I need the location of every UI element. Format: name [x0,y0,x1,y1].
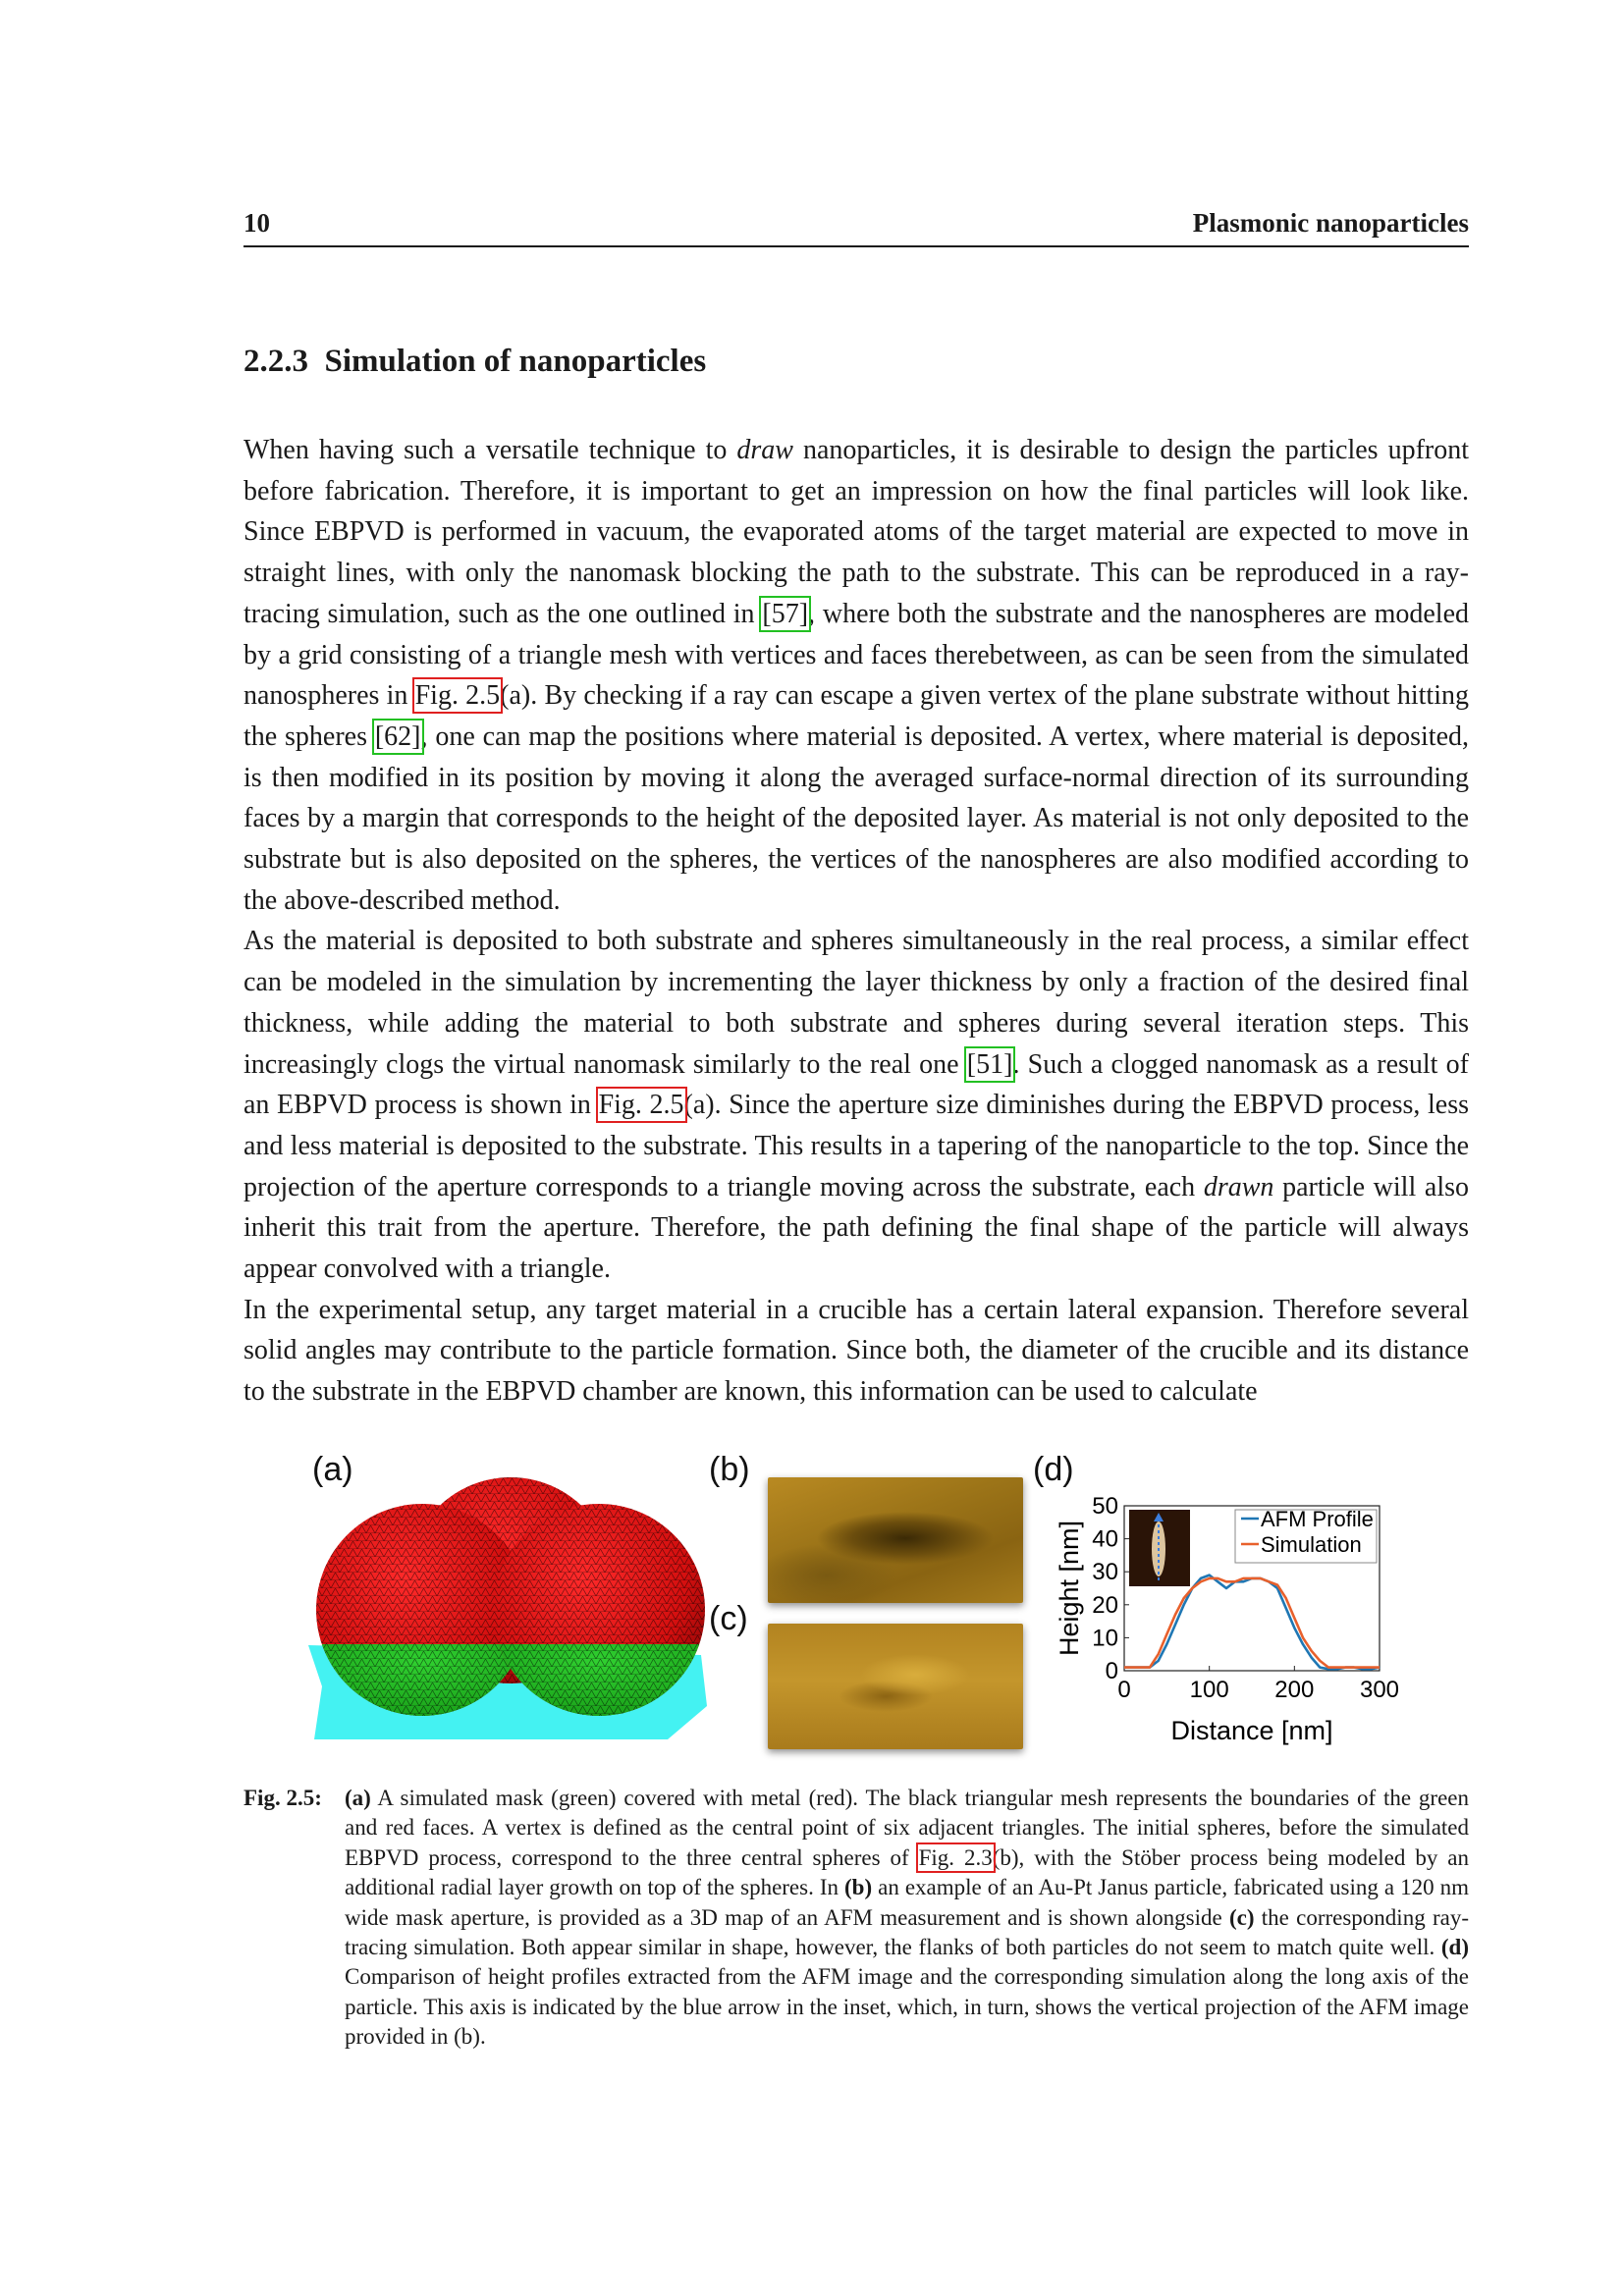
citation-link[interactable]: [57] [762,598,809,629]
paragraph: In the experimental setup, any target material in a crucible has a certain lateral expansion. Therefore several solid angles may contribute to the particle formation. Since both, the diameter of the crucible and its distance to the substrate in the EBPVD chamber are known, this information can be used to calculate [244,1294,1469,1408]
series-line [1124,1575,1380,1670]
x-tick-label: 200 [1274,1677,1315,1703]
y-tick-label: 10 [1092,1625,1118,1652]
legend-items [1241,1507,1374,1557]
section-heading [244,344,706,380]
figure-caption [244,1784,1469,2053]
y-tick-label: 20 [1092,1591,1118,1619]
legend-label: Simulation [1261,1532,1362,1557]
citation-link[interactable]: [51] [966,1048,1013,1080]
panel-label-a: (a) [312,1451,353,1488]
running-header [244,208,1469,247]
paragraph: As the material is deposited to both substrate and spheres simultaneously in the real process, a similar effect can be modeled in the simulation by incrementing the layer thickness by only a fraction of the desired final thickness, while adding the material to both substrate and spheres during several iteration steps. This increasingly clogs the virtual nanomask similarly to the real one [51]. Such a clogged nanomask as a result of an EBPVD process is shown in Fig. 2.5(a). Since the aperture size diminishes during the EBPVD process, less and less material is deposited to the substrate. This results in a tapering of the nanoparticle to the top. Since the projection of the aperture corresponds to a triangle moving across the substrate, each drawn particle will also inherit this trait from the aperture. Therefore, the path defining the final shape of the particle will always appear convolved with a triangle. [244,926,1469,1285]
y-tick-label: 50 [1092,1493,1118,1520]
y-tick-label: 40 [1092,1525,1118,1553]
simulation-3d-map-image [768,1624,1023,1749]
caption-body: (a) A simulated mask (green) covered with metal (red). The black triangular mesh represents the boundaries of the green and red faces. A vertex is defined as the central point of six adjacent triangles. The initial spheres, before the simulated EBPVD process, correspond to the three central spheres of Fig. 2.3(b), with the Stöber process being modeled by an additional radial layer growth on top of the spheres. In (b) an example of an Au-Pt Janus particle, fabricated using a 120 nm wide mask aperture, is provided as a 3D map of an AFM measurement and is shown alongside (c) the corresponding ray-tracing simulation. Both appear similar in shape, however, the flanks of both particles do not seem to match quite well. (d) Comparison of height profiles extracted from the AFM image and the corresponding simulation along the long axis of the particle. This axis is indicated by the blue arrow in the inset, which, in turn, shows the vertical projection of the AFM image provided in (b). [345,1786,1469,2050]
x-tick-label: 300 [1359,1677,1400,1703]
chapter-title: Plasmonic nanoparticles [1192,208,1469,238]
section-title: Simulation of nanoparticles [324,344,707,379]
y-axis-ticks [1092,1493,1129,1684]
afm-3d-map-image [768,1477,1023,1603]
x-axis-ticks [1117,1666,1399,1703]
emphasis: draw [736,435,793,465]
figure-link[interactable]: Fig. 2.5 [414,680,501,712]
x-tick-label: 0 [1117,1677,1131,1703]
panel-label-b: (b) [709,1451,750,1488]
x-tick-label: 100 [1189,1677,1229,1703]
y-tick-label: 0 [1105,1658,1118,1684]
body-text [244,430,1469,1413]
height-profile-chart [1051,1482,1404,1747]
page-number: 10 [244,208,270,238]
citation-link[interactable]: [62] [374,721,421,752]
figure-link[interactable]: Fig. 2.3 [918,1844,993,1870]
y-tick-label: 30 [1092,1559,1118,1586]
x-axis-label: Distance [nm] [1170,1716,1333,1745]
y-axis-label: Height [nm] [1055,1520,1084,1657]
series-lines [1124,1575,1380,1670]
figure-link[interactable]: Fig. 2.5 [598,1090,684,1121]
emphasis: drawn [1203,1171,1274,1202]
legend-label: AFM Profile [1261,1507,1374,1531]
paragraph: When having such a versatile technique to draw nanoparticles, it is desirable to design the particles upfront before fabrication. Therefore, it is important to get an impression on how the final particles will look like. Since EBPVD is performed in vacuum, the evaporated atoms of the target material are expected to move in straight lines, with only the nanomask blocking the path to the substrate. This can be reproduced in a ray-tracing simulation, such as the one outlined in [57], where both the substrate and the nanospheres are modeled by a grid consisting of a triangle mesh with vertices and faces therebetween, as can be seen from the simulated nanospheres in Fig. 2.5(a). By checking if a ray can escape a given vertex of the plane substrate without hitting the spheres [62], one can map the positions where material is deposited. A vertex, where material is deposited, is then modified in its position by moving it along the averaged surface-normal direction of its surrounding faces by a margin that corresponds to the height of the deposited layer. As material is not only deposited to the substrate but is also deposited on the spheres, the vertices of the nanospheres are also modified according to the above-described method. [244,435,1470,916]
caption-label: Fig. 2.5: [244,1786,322,1810]
panel-label-d: (d) [1033,1451,1074,1488]
section-number: 2.2.3 [244,344,308,379]
simulated-mask-image [304,1463,717,1747]
panel-label-c: (c) [709,1600,748,1637]
